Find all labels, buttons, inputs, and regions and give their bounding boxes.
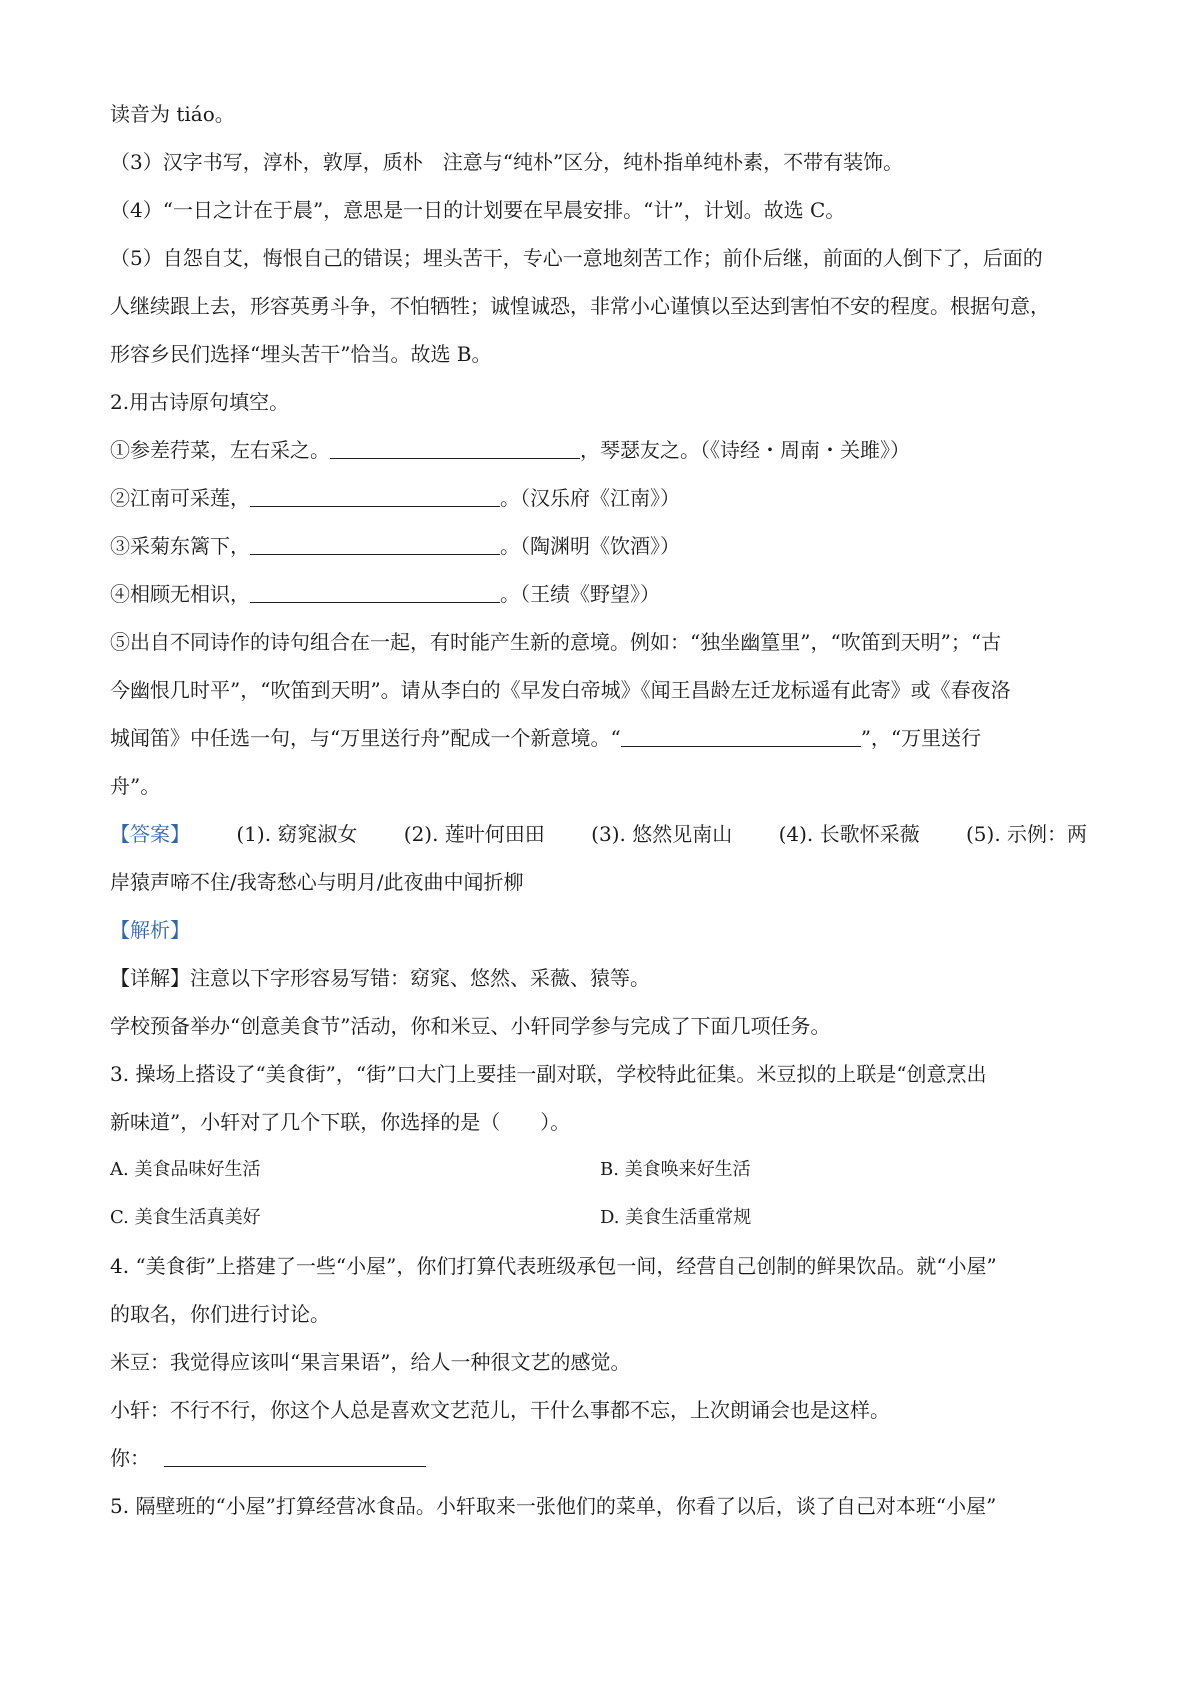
- option-a[interactable]: A. 美食品味好生活: [110, 1159, 261, 1180]
- option-c[interactable]: C. 美食生活真美好: [110, 1207, 261, 1228]
- answer-item: (5). 示例：两: [965, 822, 1088, 846]
- option-row: [110, 1146, 1100, 1194]
- question-text: 3. 操场上搭设了“美食街”，“街”口大门上要挂一副对联，学校特此征集。米豆拟的上联是“创意烹出: [110, 1062, 987, 1086]
- text-line: （4）“一日之计在于晨”，意思是一日的计划要在早晨安排。“计”，计划。故选 C。: [110, 198, 846, 222]
- fill-source: 。（王绩《野望》）: [500, 582, 660, 606]
- fill-source: 。（汉乐府《江南》）: [500, 486, 680, 510]
- answer-line: [110, 810, 1100, 858]
- fill-item: [110, 522, 1100, 570]
- answer-item: (2). 莲叶何田田: [403, 822, 545, 846]
- fill-source: ，琴瑟友之。（《诗经・周南・关雎》）: [580, 438, 910, 462]
- text-line: 岸猿声啼不住/我寄愁心与明月/此夜曲中闻折柳: [110, 870, 524, 894]
- dialogue-xiaoxuan: 小轩：不行不行，你这个人总是喜欢文艺范儿，干什么事都不忘，上次朗诵会也是这样。: [110, 1398, 890, 1422]
- option-row: [110, 1194, 1100, 1242]
- text-line: 今幽恨几时平”，“吹笛到天明”。请从李白的《早发白帝城》《闻王昌龄左迁龙标遥有此寄》或《春夜洛: [110, 678, 1011, 702]
- text-line: （5）自怨自艾，悔恨自己的错误；埋头苦干，专心一意地刻苦工作；前仆后继，前面的人倒下了，后面的: [110, 246, 1043, 270]
- fill-prompt: ④相顾无相识，: [110, 582, 250, 606]
- answer-blank[interactable]: [330, 438, 580, 459]
- answer-item: (3). 悠然见南山: [591, 822, 733, 846]
- fill-item: [110, 714, 1100, 762]
- fill-prompt: ③采菊东篱下，: [110, 534, 250, 558]
- fill-item: [110, 570, 1100, 618]
- answer-item: (4). 长歌怀采薇: [778, 822, 920, 846]
- fill-source: ”，“万里送行: [860, 726, 982, 750]
- section-intro: 学校预备举办“创意美食节”活动，你和米豆、小轩同学参与完成了下面几项任务。: [110, 1014, 831, 1038]
- dialogue-midou: 米豆：我觉得应该叫“果言果语”，给人一种很文艺的感觉。: [110, 1350, 631, 1374]
- analysis-detail: 【详解】注意以下字形容易写错：窈窕、悠然、采薇、猿等。: [110, 966, 650, 990]
- answer-tag: 【答案】: [110, 822, 190, 846]
- fill-item: [110, 474, 1100, 522]
- question-text: 4. “美食街”上搭建了一些“小屋”，你们打算代表班级承包一间，经营自己创制的鲜果饮品。就“小屋”: [110, 1254, 997, 1278]
- answer-blank[interactable]: [164, 1446, 426, 1467]
- fill-item: [110, 1434, 1100, 1482]
- answer-blank[interactable]: [250, 582, 500, 603]
- answer-blank[interactable]: [621, 726, 861, 747]
- fill-prompt: ②江南可采莲，: [110, 486, 250, 510]
- text-line: （3）汉字书写，淳朴，敦厚，质朴 注意与“纯朴”区分，纯朴指单纯朴素，不带有装饰。: [110, 150, 904, 174]
- question-text: 的取名，你们进行讨论。: [110, 1302, 330, 1326]
- analysis-tag: 【解析】: [110, 918, 190, 942]
- dialogue-you: 你：: [110, 1446, 150, 1470]
- text-line: 形容乡民们选择“埋头苦干”恰当。故选 B。: [110, 342, 492, 366]
- option-b[interactable]: B. 美食唤来好生活: [600, 1159, 751, 1180]
- option-d[interactable]: D. 美食生活重常规: [600, 1207, 752, 1228]
- fill-source: 。（陶渊明《饮酒》）: [500, 534, 680, 558]
- text-line: 舟”。: [110, 774, 161, 798]
- question-text: 新味道”，小轩对了几个下联，你选择的是（ ）。: [110, 1110, 571, 1134]
- answer-item: (1). 窈窕淑女: [236, 822, 358, 846]
- text-line: ⑤出自不同诗作的诗句组合在一起，有时能产生新的意境。例如：“独坐幽篁里”，“吹笛到天明”；“古: [110, 630, 1002, 654]
- text-line: 读音为 tiáo。: [110, 102, 235, 126]
- fill-prompt: 城闻笛》中任选一句，与“万里送行舟”配成一个新意境。“: [110, 726, 621, 750]
- fill-item: [110, 426, 1100, 474]
- question-text: 5. 隔壁班的“小屋”打算经营冰食品。小轩取来一张他们的菜单，你看了以后，谈了自己对本班“小屋”: [110, 1494, 997, 1518]
- fill-prompt: ①参差荇菜，左右采之。: [110, 438, 330, 462]
- answer-blank[interactable]: [250, 534, 500, 555]
- question-title: 2.用古诗原句填空。: [110, 390, 290, 414]
- text-line: 人继续跟上去，形容英勇斗争，不怕牺牲；诚惶诚恐，非常小心谨慎以至达到害怕不安的程度。根据句意，: [110, 294, 1050, 318]
- answer-blank[interactable]: [250, 486, 500, 507]
